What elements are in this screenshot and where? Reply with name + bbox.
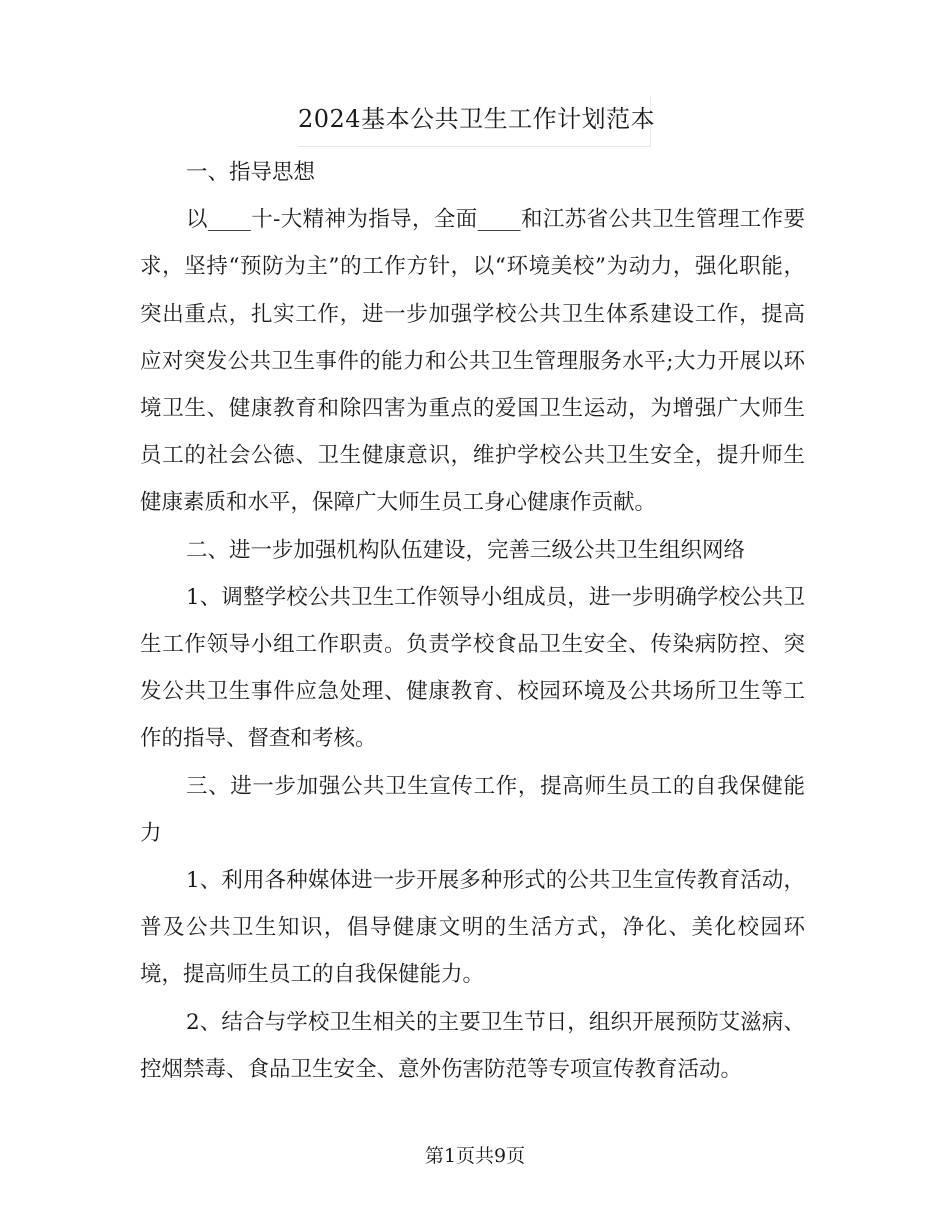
paragraph-organization-item-1: 1、调整学校公共卫生工作领导小组成员，进一步明确学校公共卫生工作领导小组工作职责。负责学校食品卫生安全、传染病防控、突发公共卫生事件应急处理、健康教育、校园环境及公共场所卫生等工作的指导、督查和考核。 [140, 584, 805, 752]
paragraph-guiding-ideology: 以____十-大精神为指导，全面____和江苏省公共卫生管理工作要求，坚持“预防为主”的工作方针，以“环境美校”为动力，强化职能，突出重点，扎实工作，进一步加强学校公共卫生体系建设工作，提高应对突发公共卫生事件的能力和公共卫生管理服务水平;大力开展以环境卫生、健康教育和除四害为重点的爱国卫生运动，为增强广大师生员工的社会公德、卫生健康意识，维护学校公共卫生安全，提升师生健康素质和水平，保障广大师生员工身心健康作贡献。 [140, 207, 805, 516]
section-heading-guiding-ideology: 一、指导思想 [186, 160, 316, 185]
paragraph-publicity-item-2: 2、结合与学校卫生相关的主要卫生节日，组织开展预防艾滋病、控烟禁毒、食品卫生安全、意外伤害防范等专项宣传教育活动。 [140, 1009, 805, 1082]
page-footer: 第1页共9页 [424, 1145, 526, 1167]
document-body [140, 149, 805, 1093]
title-box [298, 96, 656, 147]
paragraph-publicity-item-1: 1、利用各种媒体进一步开展多种形式的公共卫生宣传教育活动，普及公共卫生知识，倡导健康文明的生活方式，净化、美化校园环境，提高师生员工的自我保健能力。 [140, 868, 805, 988]
section-heading-organization: 二、进一步加强机构队伍建设，完善三级公共卫生组织网络 [186, 537, 746, 563]
section-heading-publicity: 三、进一步加强公共卫生宣传工作，提高师生员工的自我保健能力 [140, 773, 805, 846]
document-title: 2024基本公共卫生工作计划范本 [298, 105, 656, 133]
